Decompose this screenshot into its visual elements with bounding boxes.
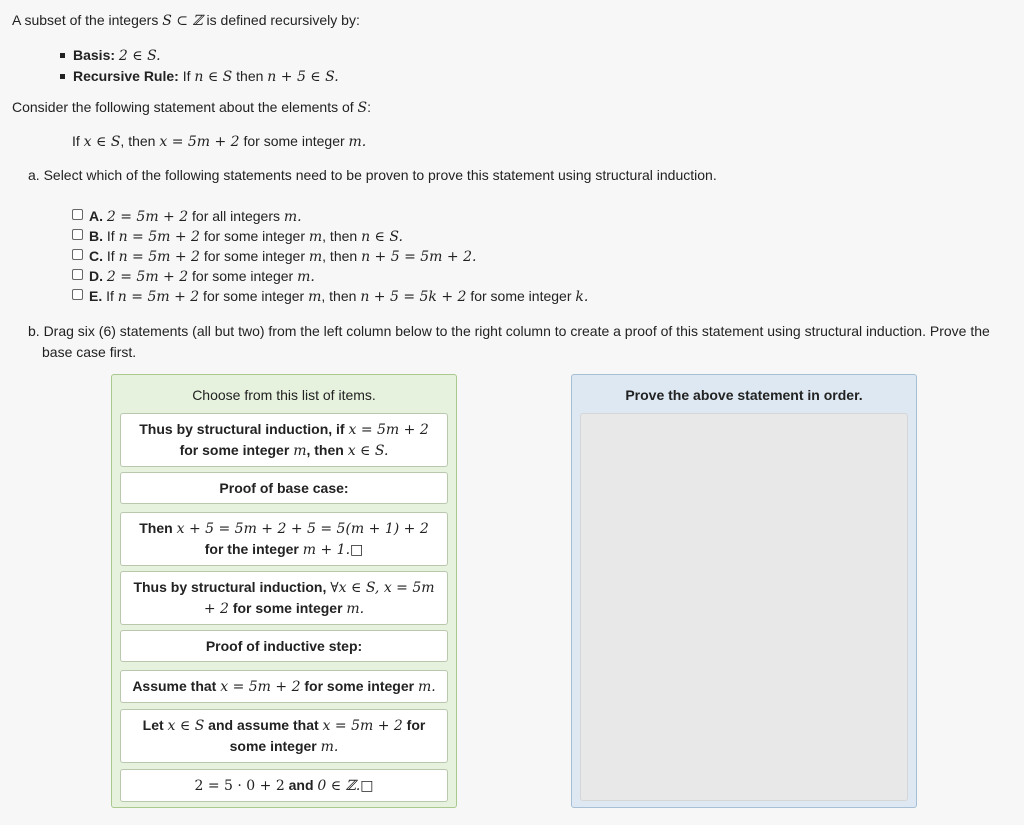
item-text: for some integer [179,442,294,458]
choice-math: n + 5 = 5k + 2 [360,289,467,305]
choice-letter: B. [89,228,103,244]
qed-symbol: □ [360,778,374,794]
item-math: ∀x ∈ S, x = 5m + 2 [203,580,435,617]
choice-text: for some integer [188,268,298,284]
consider-colon: : [367,99,372,115]
choice-math: n = 5m + 2 [118,229,200,245]
checkbox-b[interactable] [72,229,83,240]
choice-text: for all integers [188,208,284,224]
choice-math: 2 = 5m + 2 [106,269,189,285]
choice-letter: C. [89,248,103,264]
choice-text: for some integer [199,248,309,264]
choice-text: , then [321,288,361,304]
drag-item-then[interactable] [120,512,448,566]
item-text: , then [306,442,348,458]
checkbox-d[interactable] [72,269,83,280]
question-b-line-1: b. Drag six (6) statements (all but two) from the left column below to the right column to create a proof of this statement using structural induction. Prove the [28,323,990,339]
item-math: m + 1. [302,542,351,558]
checkbox-a[interactable] [72,209,83,220]
target-panel-heading: Prove the above statement in order. [625,387,863,403]
question-a: a. Select which of the following statements need to be proven to prove this statement using structural induction. [28,167,717,183]
choice-letter: D. [89,268,103,284]
choice-a[interactable] [71,206,588,226]
item-text: Assume that [132,678,221,694]
choice-letter: A. [89,208,103,224]
item-text: Thus by structural induction, [133,579,331,595]
source-panel-heading: Choose from this list of items. [192,387,376,403]
choice-text: for some integer [199,288,309,304]
item-math: x + 5 = 5m + 2 + 5 = 5(m + 1) + 2 [176,521,429,537]
item-math: x = 5m + 2 [220,679,301,695]
item-math: m [293,443,307,459]
choice-math: 2 = 5m + 2 [106,209,189,225]
choice-text: , then [322,228,362,244]
item-text: Proof of base case: [219,480,349,496]
statement-for: for some integer [239,133,349,149]
item-math: x ∈ S [167,718,205,734]
drag-item-thus-forall[interactable] [120,571,448,625]
choice-e[interactable] [71,286,588,306]
item-math: x = 5m + 2 [348,422,429,438]
drag-item-base-case-header[interactable] [120,472,448,504]
statement-if: If [72,133,84,149]
item-text: and [284,777,318,793]
drop-zone[interactable] [580,413,908,801]
statement-math-3: m. [348,134,367,150]
drag-item-inductive-step-header[interactable] [120,630,448,662]
recursive-rule-item [58,66,339,87]
choice-math: n ∈ S. [361,229,403,245]
item-text: Thus by structural induction, if [139,421,349,437]
choice-math: n = 5m + 2 [118,249,200,265]
choices-list [71,206,588,306]
item-math: m. [417,679,436,695]
question-b [28,321,1008,363]
statement-then: , then [120,133,160,149]
item-text: for some integer [300,678,418,694]
source-panel[interactable] [111,374,457,808]
consider-text [12,99,371,116]
choice-text: , then [322,248,362,264]
item-math: x ∈ S. [347,443,389,459]
statement-math-2: x = 5m + 2 [159,134,240,150]
basis-label: Basis: [73,47,116,63]
definition-list [58,45,339,87]
choice-math: m [308,229,323,245]
basis-math: 2 ∈ S. [118,48,161,64]
item-text: Let [142,717,168,733]
consider-label: Consider the following statement about the elements of [12,99,358,115]
choice-text: If [102,288,118,304]
choice-math: k. [575,289,589,305]
choice-math: m. [283,209,302,225]
item-text: for the integer [204,541,303,557]
basis-item [58,45,339,66]
intro-text: A subset of the integers [12,12,163,28]
consider-math: S [357,100,368,116]
rule-label: Recursive Rule: [73,68,179,84]
intro-text-end: is defined recursively by: [202,12,360,28]
choice-c[interactable] [71,246,588,266]
choice-math: n + 5 = 5m + 2. [361,249,477,265]
rule-if: If [182,68,195,84]
checkbox-c[interactable] [72,249,83,260]
item-math: 0 ∈ ℤ. [317,778,361,794]
choice-b[interactable] [71,226,588,246]
choice-text: for some integer [466,288,576,304]
item-math: m. [320,739,339,755]
item-text: for some integer [228,600,347,616]
checkbox-e[interactable] [72,289,83,300]
choice-text: If [103,248,119,264]
item-text: for some integer [229,717,426,754]
item-text: and assume that [204,717,323,733]
intro-math: S ⊂ ℤ [162,13,203,29]
problem-intro [12,12,360,29]
statement [72,133,366,150]
rule-math-1: n ∈ S [194,69,233,85]
choice-letter: E. [89,288,103,304]
choice-text: for some integer [199,228,309,244]
item-math: 2 = 5 · 0 + 2 [194,778,285,794]
item-text: Then [139,520,177,536]
drag-item-assume[interactable] [120,670,448,703]
drag-item-let[interactable] [120,709,448,763]
question-b-line-2: base case first. [42,344,137,360]
choice-math: n = 5m + 2 [117,289,200,305]
item-math: m. [346,601,365,617]
choice-text: If [103,228,119,244]
drag-item-thus-if[interactable] [120,413,448,467]
choice-math: m [308,289,322,305]
target-panel[interactable] [571,374,917,808]
item-text: Proof of inductive step: [205,638,363,654]
choice-math: m [308,249,323,265]
choice-d[interactable] [71,266,588,286]
item-math: x = 5m + 2 [322,718,403,734]
choice-math: m. [297,269,315,285]
rule-then: then [232,68,268,84]
drag-item-base-equation[interactable] [120,769,448,802]
statement-math-1: x ∈ S [83,134,121,150]
rule-math-2: n + 5 ∈ S. [267,69,339,85]
qed-symbol: □ [350,542,364,558]
